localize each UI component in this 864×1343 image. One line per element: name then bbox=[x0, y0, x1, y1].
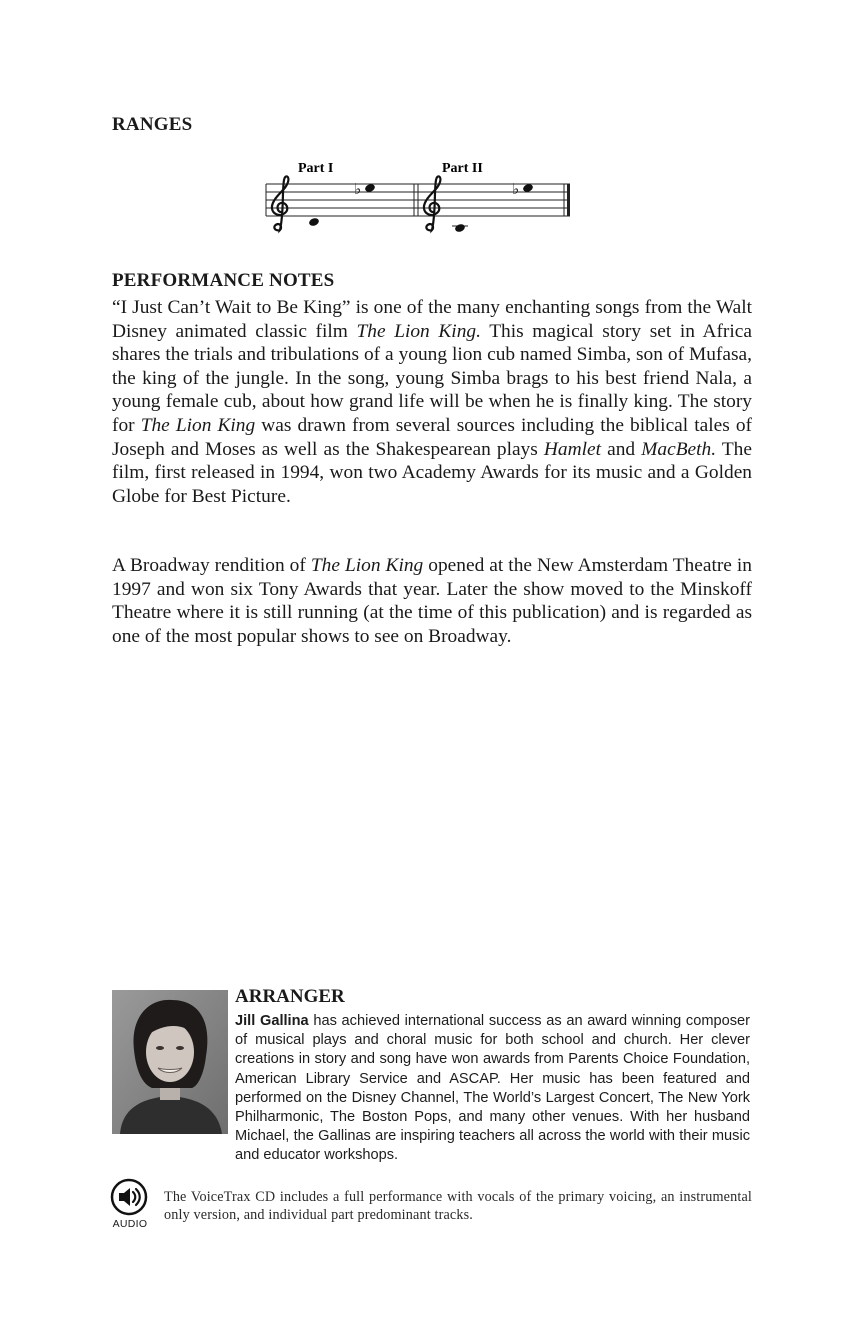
audio-speaker-icon bbox=[110, 1178, 148, 1216]
note-part1-low bbox=[308, 217, 320, 227]
note-part1-high bbox=[354, 180, 376, 198]
performance-notes-paragraph-2: A Broadway rendition of The Lion King opened at the New Amsterdam Theatre in 1997 and won six Tony Awards that year. Later the show moved to the Minskoff Theatre where it is still running (at the time of this publication) and is regarded as one of the most popular shows to see on Broadway. bbox=[112, 555, 753, 647]
audio-label: AUDIO bbox=[112, 1218, 148, 1230]
vocal-range-staff bbox=[262, 152, 574, 240]
note-part2-high bbox=[512, 180, 534, 198]
ranges-heading: RANGES bbox=[112, 114, 193, 135]
part2-label: Part II bbox=[442, 161, 483, 176]
arranger-heading: ARRANGER bbox=[235, 986, 345, 1007]
arranger-photo bbox=[112, 990, 228, 1134]
part1-label: Part I bbox=[298, 161, 334, 176]
arranger-name: Jill Gallina bbox=[235, 1013, 309, 1029]
svg-text:♭: ♭ bbox=[512, 180, 520, 198]
arranger-bio: Jill Gallina has achieved international success as an award winning composer of musical plays and choral music for both school and church. Her clever creations in story and song have won awards from Parents Choice Foundation, American Library Service and ASCAP. Her music has been featured and performed on the Disney Channel, The World’s Largest Concert, The New York Philharmonic, The Boston Pops, and many other venues. With her husband Michael, the Gallinas are inspiring teachers all across the world with their music and educator workshops. bbox=[235, 1013, 751, 1164]
note-part2-low bbox=[452, 223, 468, 233]
voicetrax-cd-note: The VoiceTrax CD includes a full performance with vocals of the primary voicing, an instrumental only version, and individual part predominant tracks. bbox=[164, 1189, 752, 1223]
performance-notes-heading: PERFORMANCE NOTES bbox=[112, 270, 335, 291]
svg-text:♭: ♭ bbox=[354, 180, 362, 198]
performance-notes-paragraph-1: “I Just Can’t Wait to Be King” is one of the many enchanting songs from the Walt Disney animated classic film The Lion King. This magical story set in Africa shares the trials and tribulations of a young lion cub named Simba, son of Mufasa, the king of the jungle. In the song, young Simba brags to his best friend Nala, a young female cub, about how grand life will be when he is finally king. The story for The Lion King was drawn from several sources including the biblical tales of Joseph and Moses as well as the Shakespearean plays Hamlet and MacBeth. The film, first released in 1994, won two Academy Awards for its music and a Golden Globe for Best Picture. bbox=[112, 297, 752, 507]
